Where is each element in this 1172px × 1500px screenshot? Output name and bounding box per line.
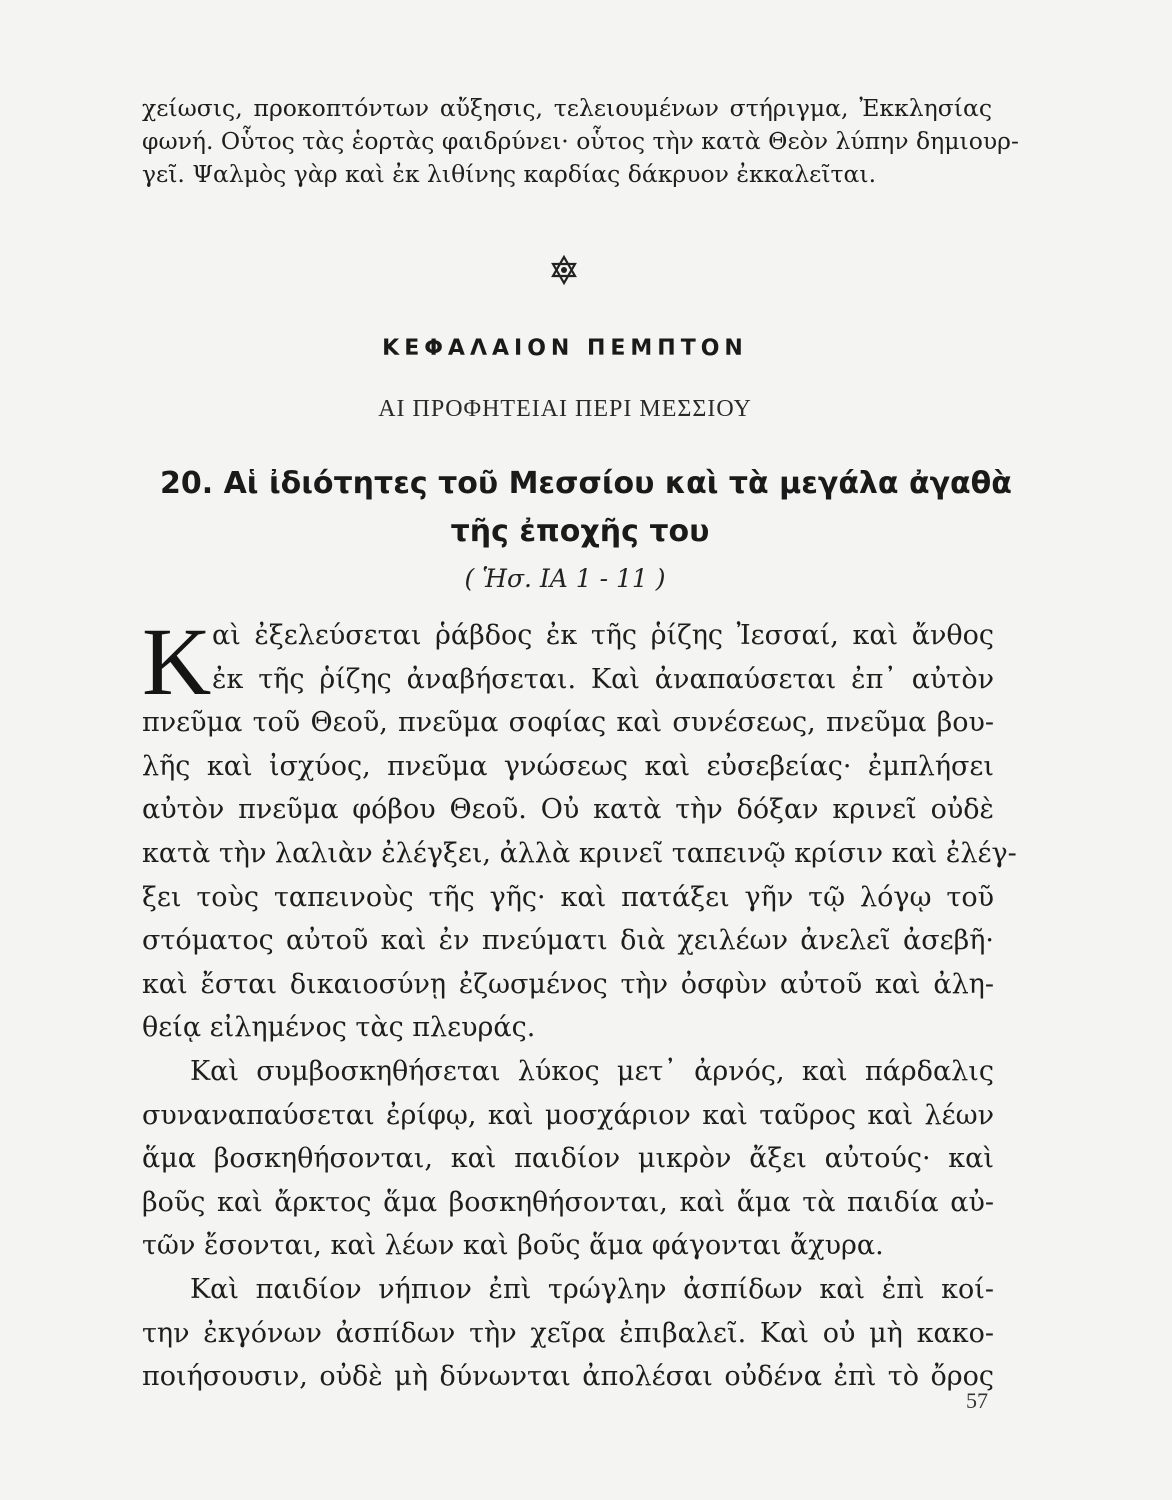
chapter-subtitle: ΑΙ ΠΡΟΦΗΤΕΙΑΙ ΠΕΡΙ ΜΕΣΣΙΟΥ [378, 396, 752, 422]
paragraph-line: ἐκ τῆς ῥίζης ἀναβήσεται. Καὶ ἀναπαύσεται ἐπ᾽ αὐτὸν [212, 663, 994, 695]
section-heading-line: 20. Αἱ ἰδιότητες τοῦ Μεσσίου καὶ τὰ μεγάλα ἀγαθὰ [160, 466, 1012, 501]
paragraph-line: Καὶ παιδίον νήπιον ἐπὶ τρώγλην ἀσπίδων καὶ ἐπὶ κοί- [190, 1273, 994, 1305]
section-heading-line: τῆς ἐποχῆς του [450, 514, 710, 549]
chapter-title: ΚΕΦΑΛΑΙΟΝ ΠΕΜΠΤΟΝ [382, 336, 748, 361]
star-ornament-icon [548, 254, 580, 286]
paragraph-line: κατὰ τὴν λαλιὰν ἐλέγξει, ἀλλὰ κρινεῖ ταπεινῷ κρίσιν καὶ ἐλέγ- [142, 837, 1017, 869]
intro-paragraph [142, 92, 1019, 191]
paragraph-line: αὶ ἐξελεύσεται ῥάβδος ἐκ τῆς ῥίζης Ἰεσσαί, καὶ ἄνθος [212, 620, 994, 651]
section-heading [160, 460, 1012, 556]
paragraph-line: αὐτὸν πνεῦμα φόβου Θεοῦ. Οὐ κατὰ τὴν δόξαν κρινεῖ οὐδὲ [142, 794, 994, 826]
page-number: 57 [966, 1388, 988, 1413]
paragraph-line: βοῦς καὶ ἄρκτος ἅμα βοσκηθήσονται, καὶ ἅμα τὰ παιδία αὐ- [142, 1186, 994, 1218]
paragraph-line: πνεῦμα τοῦ Θεοῦ, πνεῦμα σοφίας καὶ συνέσεως, πνεῦμα βου- [142, 707, 994, 739]
paragraph-line: συναναπαύσεται ἐρίφῳ, καὶ μοσχάριον καὶ ταῦρος καὶ λέων [142, 1099, 994, 1131]
paragraph-line: λῆς καὶ ἰσχύος, πνεῦμα γνώσεως καὶ εὐσεβείας· ἐμπλήσει [142, 750, 994, 782]
scripture-reference: ( Ἡσ. ΙΑ 1 - 11 ) [464, 564, 666, 593]
paragraph-line: ἅμα βοσκηθήσονται, καὶ παιδίον μικρὸν ἄξει αὐτούς· καὶ [142, 1143, 994, 1175]
paragraph-line: στόματος αὐτοῦ καὶ ἐν πνεύματι διὰ χειλέων ἀνελεῖ ἀσεβῆ· [142, 925, 994, 957]
paragraph-line: καὶ ἔσται δικαιοσύνῃ ἐζωσμένος τὴν ὀσφὺν αὐτοῦ καὶ ἀλη- [142, 968, 994, 1000]
paragraph-line: τῶν ἔσονται, καὶ λέων καὶ βοῦς ἅμα φάγονται ἄχυρα. [142, 1230, 884, 1262]
paragraph-line: την ἐκγόνων ἀσπίδων τὴν χεῖρα ἐπιβαλεῖ. Καὶ οὐ μὴ κακο- [142, 1317, 994, 1349]
paragraph-line: ξει τοὺς ταπεινοὺς τῆς γῆς· καὶ πατάξει γῆν τῷ λόγῳ τοῦ [142, 881, 994, 913]
intro-line: χείωσις, προκοπτόντων αὔξησις, τελειουμένων στήριγμα, Ἐκκλησίας [142, 94, 992, 122]
body-text [142, 608, 1017, 1399]
intro-line: γεῖ. Ψαλμὸς γὰρ καὶ ἐκ λιθίνης καρδίας δάκρυον ἐκκαλεῖται. [142, 160, 877, 188]
paragraph-line: ποιήσουσιν, οὐδὲ μὴ δύνωνται ἀπολέσαι οὐδένα ἐπὶ τὸ ὄρος [142, 1361, 994, 1393]
intro-line: φωνή. Οὗτος τὰς ἑορτὰς φαιδρύνει· οὗτος τὴν κατὰ Θεὸν λύπην δημιουρ- [142, 127, 1019, 155]
drop-cap: Κ [142, 608, 212, 715]
paragraph-line: Καὶ συμβοσκηθήσεται λύκος μετ᾽ ἀρνός, καὶ πάρδαλις [190, 1055, 994, 1087]
paragraph-line: θείᾳ εἰλημένος τὰς πλευράς. [142, 1012, 536, 1044]
